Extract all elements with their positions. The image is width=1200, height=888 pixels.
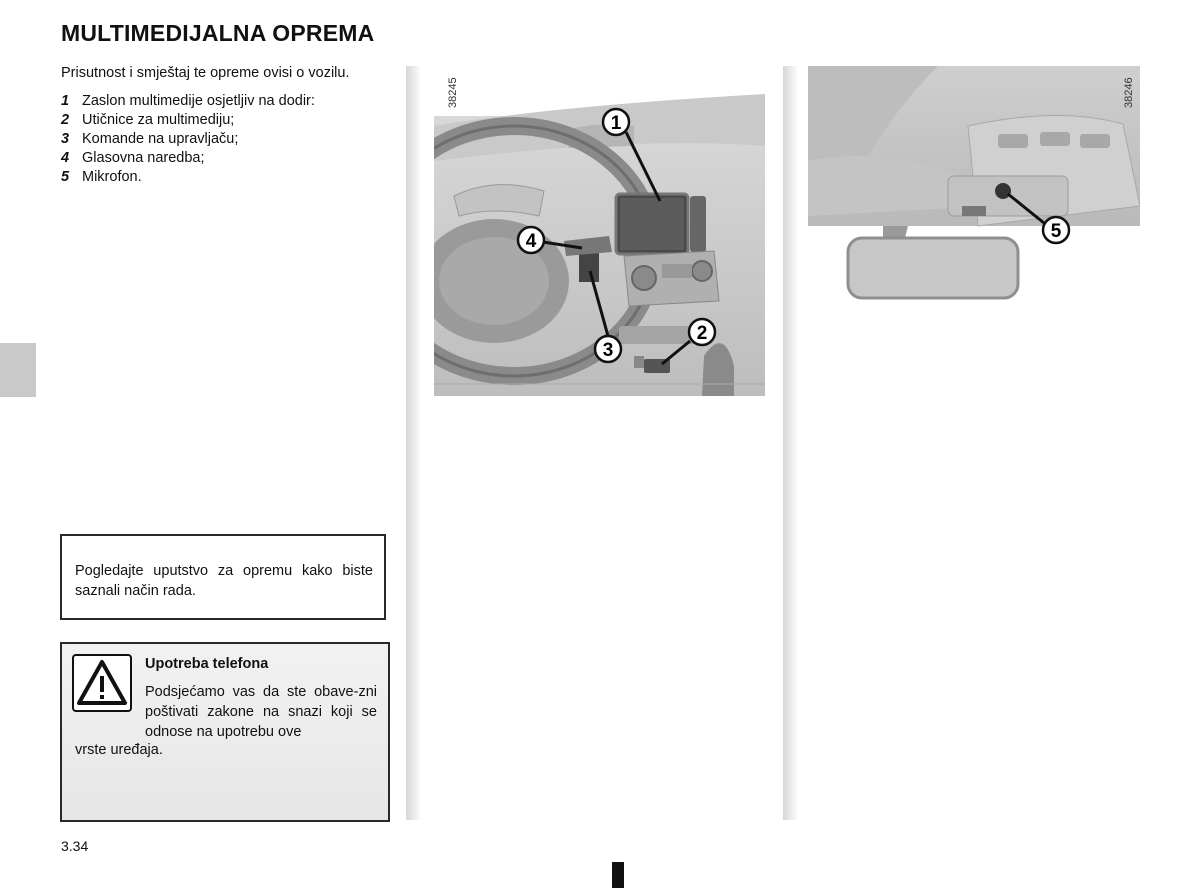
page-title: MULTIMEDIJALNA OPREMA [61, 20, 375, 46]
list-item [61, 92, 315, 111]
callout-5: 5 [1050, 221, 1062, 242]
list-item [61, 149, 315, 168]
warning-text-continued: vrste uređaja. [75, 742, 163, 758]
item-text: Utičnice za multimediju; [82, 112, 235, 128]
page-number: 3.34 [61, 838, 89, 854]
warning-box [60, 642, 390, 822]
note-box [60, 534, 386, 620]
item-text: Komande na upravljaču; [82, 131, 239, 147]
chapter-tab [0, 343, 36, 397]
warning-text: Podsjećamo vas da ste obave-zni poštivati zakone na snazi koji se odnose na upotrebu ove [145, 684, 377, 740]
callout-3: 3 [602, 340, 614, 361]
column-divider [406, 66, 420, 820]
note-text: Pogledajte uputstvo za opremu kako biste saznali način rada. [75, 563, 373, 599]
callout-2: 2 [696, 323, 708, 344]
list-item [61, 168, 315, 187]
page-edge-marker [612, 862, 624, 888]
intro-text: Prisutnost i smještaj te opreme ovisi o vozilu. [61, 65, 350, 81]
callout-4: 4 [525, 231, 537, 252]
ceiling-figure [808, 66, 1140, 310]
dashboard-figure [434, 66, 765, 396]
equipment-list [61, 92, 315, 187]
list-item [61, 130, 315, 149]
item-number: 2 [61, 112, 70, 128]
callout-1: 1 [610, 113, 622, 134]
item-number: 4 [61, 150, 70, 166]
list-item [61, 111, 315, 130]
item-text: Mikrofon. [82, 169, 142, 185]
item-text: Zaslon multimedije osjetljiv na dodir: [82, 93, 315, 109]
figure-id: 38245 [447, 77, 459, 108]
item-text: Glasovna naredba; [82, 150, 205, 166]
item-number: 1 [61, 93, 70, 109]
item-number: 5 [61, 169, 70, 185]
warning-title: Upotreba telefona [145, 656, 269, 672]
column-divider [783, 66, 797, 820]
warning-triangle-icon [72, 654, 132, 712]
item-number: 3 [61, 131, 70, 147]
figure-id: 38246 [1123, 77, 1135, 108]
